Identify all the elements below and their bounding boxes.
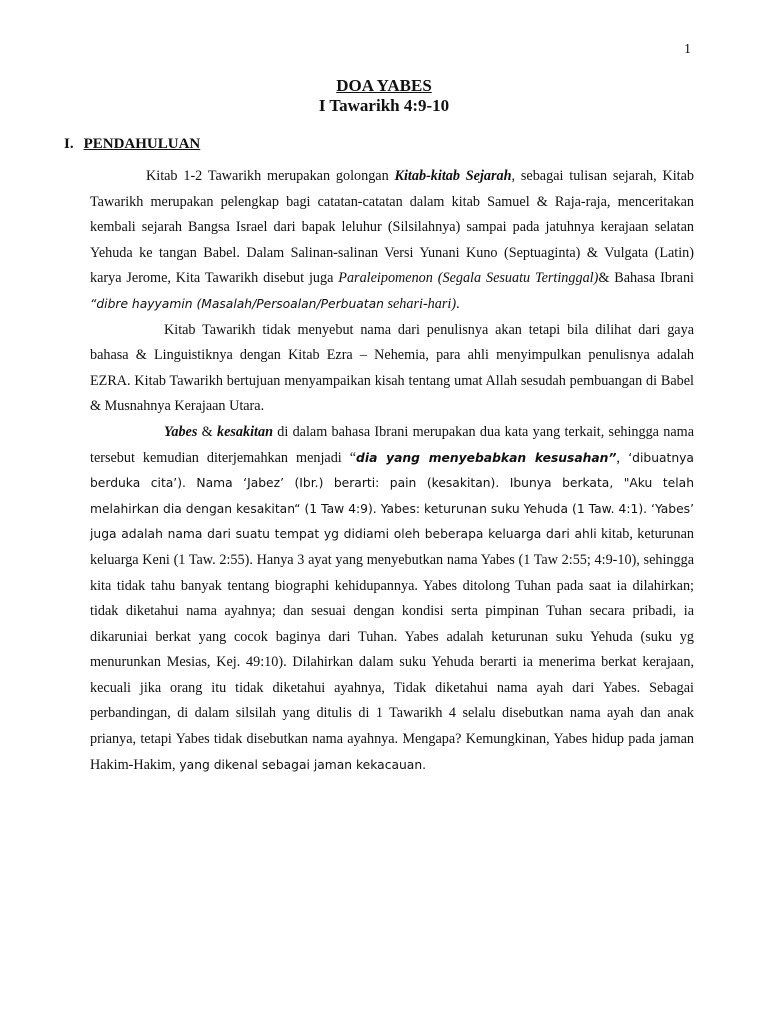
paragraph-text: & <box>197 423 217 440</box>
emphasis-text: Yabes <box>164 423 198 440</box>
paragraph-yabes <box>90 420 694 778</box>
paragraph-author <box>90 318 694 420</box>
section-heading <box>64 133 200 155</box>
italic-text: sehari-hari) <box>383 295 457 312</box>
document-subtitle: I Tawarikh 4:9-10 <box>318 96 450 115</box>
paragraph-text: di dalam bahasa Ibrani merupakan dua kata yang terkait, sehingga nama tersebut kemudian diterjemahkan menjadi “ <box>90 423 694 466</box>
paragraph-text: Kitab Tawarikh tidak menyebut nama dari penulisnya akan tetapi bila dilihat dari gaya bahasa & Linguistiknya dengan Kitab Ezra – Nehemia, para ahli menyimpulkan penulisnya adalah EZRA. Kitab Tawarikh bertujuan menyampaikan kisah tentang umat Allah sesudah pembuangan di Babel & Musnahnya Kerajaan Utara. <box>90 321 694 415</box>
paragraph-text: & Bahasa Ibrani <box>598 270 694 287</box>
paragraph-text: , sebagai tulisan sejarah, Kitab Tawarikh merupakan pelengkap bagi catatan-catatan dalam kitab Samuel & Raja-raja, menceritakan kembali sejarah Bangsa Israel dari bapak leluhur (Silsilahnya) sampai pada jatuhnya kerajaan selatan Yehuda ke tangan Babel. Dalam Salinan-salinan Versi Yunani Kuno (Septuaginta) & Vulgata (Latin) karya Jerome, Kita Tawarikh disebut juga <box>90 168 694 287</box>
paragraph-text: . <box>456 295 460 312</box>
paragraph-text: , <box>616 449 620 466</box>
section-title: PENDAHULUAN <box>83 136 201 152</box>
page-number: 1 <box>684 42 691 57</box>
paragraph-text: Kitab 1-2 Tawarikh merupakan golongan <box>146 168 395 184</box>
emphasis-text: Kitab-kitab Sejarah <box>394 168 512 184</box>
document-title: DOA YABES <box>336 76 432 95</box>
paragraph-text: kitab, keturunan keluarga Keni (1 Taw. 2:55). Hanya 3 ayat yang menyebutkan nama Yabes (1 Taw 2:55; 4:9-10), sehingga kita tidak tahu banyak tentang biographi kehidupannya. Yabes ditolong Tuhan pada saat ia dilahirkan; tidak diketahui nama ayahnya; dan sesuai dengan kondisi serta pimpinan Tuhan secara pribadi, ia dikaruniai berkat yang cocok baginya dari Tuhan. Yabes adalah keturunan suku Yehuda (suku yg menurunkan Mesias, Kej. 49:10). Dilahirkan dalam suku Yehuda berarti ia menerima berkat kerajaan, kecuali jika orang itu tidak diketahui ayahnya, Tidak diketahui nama ayah dari Yabes. Sebagai perbandingan, di dalam silsilah yang ditulis di 1 Tawarikh 4 selalu disebutkan nama ayah dan anak prianya, tetapi Yabes tidak disebutkan nama ayahnya. Mengapa? Kemungkinan, Yabes hidup pada jaman Hakim-Hakim, <box>90 526 694 773</box>
italic-text: Paraleipomenon (Segala Sesuatu Tertinggal) <box>338 270 599 287</box>
body-text <box>90 164 694 778</box>
section-number: I. <box>64 136 74 152</box>
paragraph-text: yang dikenal sebagai jaman kekacauan. <box>175 757 427 772</box>
emphasis-text: dia yang menyebabkan kesusahan” <box>356 450 617 465</box>
title-block <box>0 76 768 116</box>
paragraph-introduction <box>90 164 694 318</box>
italic-text: “dibre hayyamin (Masalah/Persoalan/Perbuatan <box>90 296 384 311</box>
paragraph-text: ‘dibuatnya berduka cita’). Nama ‘Jabez’ (Ibr.) berarti: pain (kesakitan). Ibunya berkata, "Aku telah melahirkan dia dengan kesakitan“ (1 Taw 4:9). Yabes: keturunan suku Yehuda (1 Taw. 4:1). ‘Yabes’ juga adalah nama dari suatu tempat yg didiami oleh beberapa keluarga dari ahli <box>90 450 694 542</box>
emphasis-text: kesakitan <box>217 423 273 440</box>
